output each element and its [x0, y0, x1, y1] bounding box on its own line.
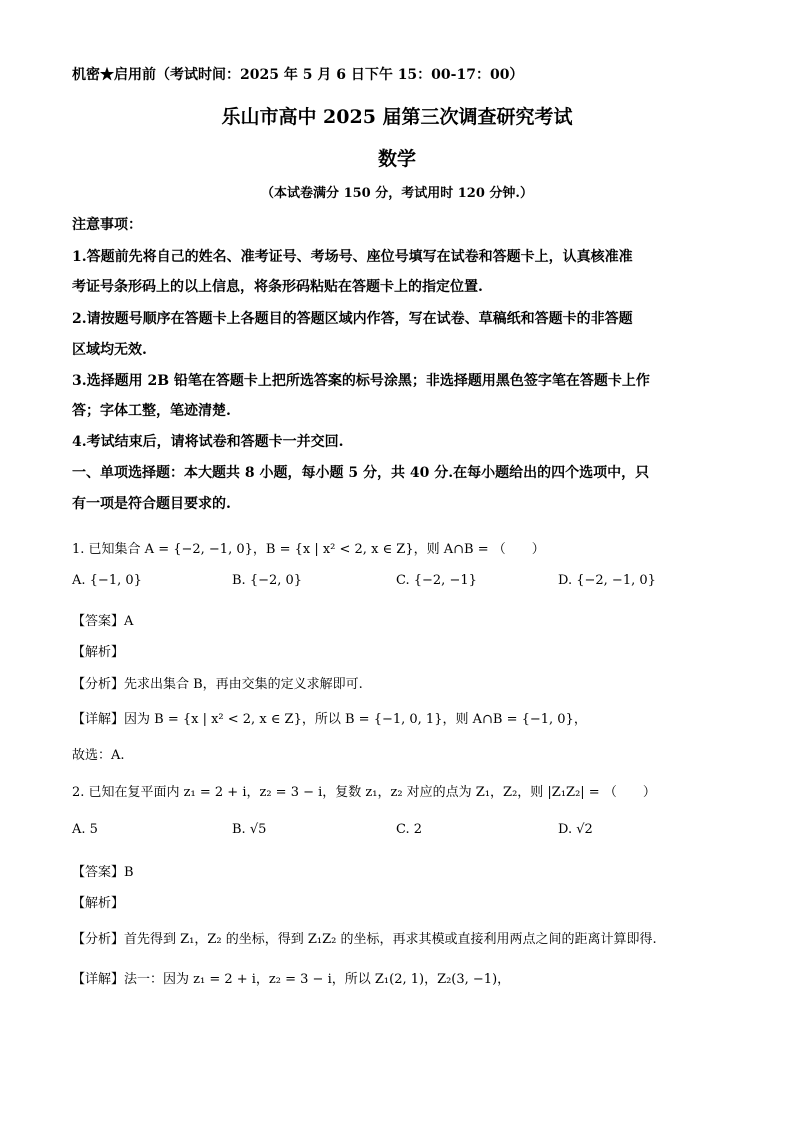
notice-line: 2.请按题号顺序在答题卡上各题目的答题区域内作答，写在试卷、草稿纸和答题卡的非答题 [72, 311, 633, 327]
subject-title: 数学 [377, 148, 416, 170]
notice-line: 3.选择题用 2B 铅笔在答题卡上把所选答案的标号涂黑；非选择题用黑色签字笔在答题卡上作 [72, 373, 650, 389]
question-1-option-b: B. {−2, 0} [232, 573, 303, 588]
question-2-stem: 2. 已知在复平面内 z₁ = 2 + i，z₂ = 3 − i，复数 z₁，z₂ 对应的点为 Z₁，Z₂，则 |Z₁Z₂| = （ ） [72, 785, 656, 800]
question-2-option-b: B. √5 [232, 822, 267, 837]
question-1-option-d: D. {−2, −1, 0} [558, 573, 656, 588]
notice-line: 4.考试结束后，请将试卷和答题卡一并交回. [72, 434, 344, 450]
question-2-option-a: A. 5 [72, 822, 98, 837]
question-1-fenxi: 【分析】先求出集合 B，再由交集的定义求解即可. [72, 677, 363, 692]
notice-line: 答；字体工整，笔迹清楚. [72, 403, 231, 419]
question-1-conclusion: 故选：A. [72, 748, 125, 763]
question-1-option-c: C. {−2, −1} [396, 573, 477, 588]
question-1-stem: 1. 已知集合 A = {−2, −1, 0}，B = {x | x² < 2, x ∈ Z}，则 A∩B = （ ） [72, 542, 545, 557]
notice-line: 考证号条形码上的以上信息，将条形码粘贴在答题卡上的指定位置. [72, 279, 483, 295]
exam-note: （本试卷满分 150 分，考试用时 120 分钟.） [261, 186, 533, 201]
section-heading: 一、单项选择题：本大题共 8 小题，每小题 5 分，共 40 分.在每小题给出的四个选项中，只 [72, 465, 650, 481]
exam-title: 乐山市高中 2025 届第三次调查研究考试 [221, 106, 573, 128]
confidential-header: 机密★启用前（考试时间：2025 年 5 月 6 日下午 15：00-17：00） [72, 67, 524, 83]
question-2-option-c: C. 2 [396, 822, 423, 837]
question-1-answer: 【答案】A [72, 614, 134, 629]
question-1-option-a: A. {−1, 0} [72, 573, 142, 588]
question-1-analysis-tag: 【解析】 [72, 645, 125, 660]
question-2-xiangjie: 【详解】法一：因为 z₁ = 2 + i，z₂ = 3 − i，所以 Z₁(2, 1)，Z₂(3, −1)， [72, 972, 511, 987]
question-1-xiangjie: 【详解】因为 B = {x | x² < 2, x ∈ Z}，所以 B = {−1, 0, 1}，则 A∩B = {−1, 0}， [72, 712, 587, 727]
question-2-analysis-tag: 【解析】 [72, 896, 125, 911]
question-2-fenxi: 【分析】首先得到 Z₁，Z₂ 的坐标，得到 Z₁Z₂ 的坐标，再求其模或直接利用两点之间的距离计算即得. [72, 932, 657, 947]
notice-line: 1.答题前先将自己的姓名、准考证号、考场号、座位号填写在试卷和答题卡上，认真核准准 [72, 249, 633, 265]
notice-heading: 注意事项： [72, 217, 142, 233]
notice-line: 区域均无效. [72, 342, 147, 358]
question-2-option-d: D. √2 [558, 822, 593, 837]
question-2-answer: 【答案】B [72, 865, 134, 880]
section-heading: 有一项是符合题目要求的. [72, 496, 231, 512]
